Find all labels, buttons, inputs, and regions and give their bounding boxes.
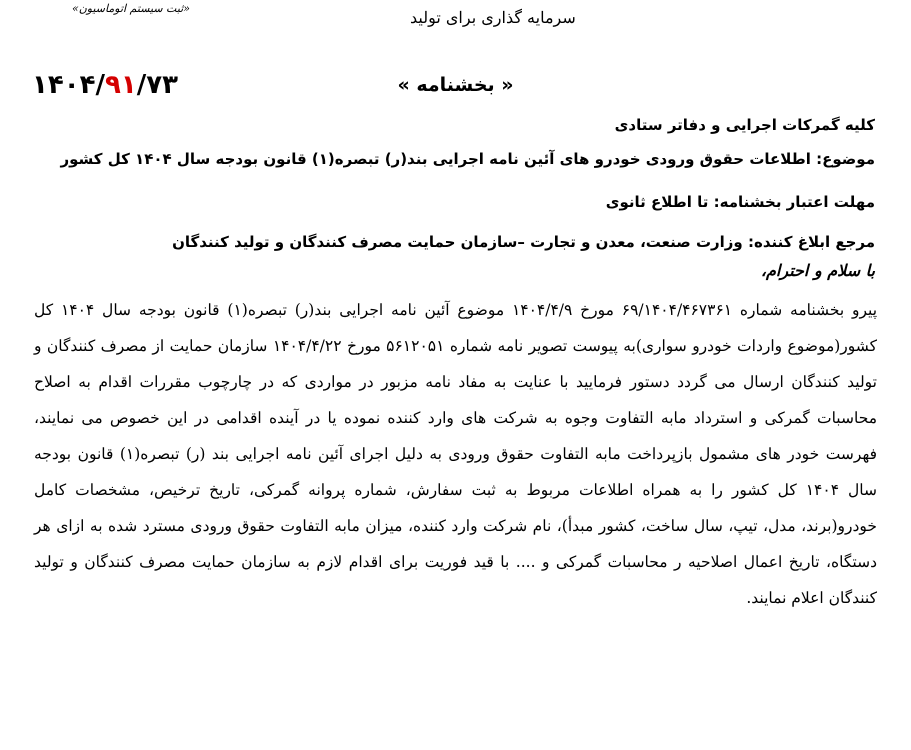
- circular-title: « بخشنامه »: [397, 74, 514, 96]
- circular-number-prefix: ۱۴۰۴/: [32, 70, 105, 100]
- circular-number-highlight: ۹۱: [104, 70, 137, 100]
- greeting: با سلام و احترام،: [760, 261, 875, 280]
- subject-line: موضوع: اطلاعات حقوق ورودی خودرو های آئین نامه اجرایی بند(ر) تبصره(۱) قانون بودجه سال ۱۴۰۴ کل کشور: [60, 150, 875, 168]
- circular-number-suffix: /۷۳: [136, 70, 178, 100]
- body-paragraph: پیرو بخشنامه شماره ۶۹/۱۴۰۴/۴۶۷۳۶۱ مورخ ۱۴۰۴/۴/۹ موضوع آئین نامه اجرایی بند(ر) تبصره(۱) قانون بودجه سال ۱۴۰۴ کل کشور(موضوع واردات خودرو سواری)به پیوست تصویر نامه شماره ۵۶۱۲۰۵۱ مورخ ۱۴۰۴/۴/۲۲ سازمان حمایت از مصرف کنندگان و تولید کنندگان ارسال می گردد دستور فرمایید با عنایت به مفاد نامه مزبور در مواردی که در چارچوب مقررات اقدام به اصلاح محاسبات گمرکی و استرداد مابه التفاوت وجوه به شرکت های وارد کننده نموده یا در آینده اقدامی در این خصوص می نمایند، فهرست خودر های مشمول بازپرداخت مابه التفاوت حقوق ورودی به دلیل اجرای آئین نامه اجرایی بند (ر) تبصره(۱) قانون بودجه سال ۱۴۰۴ کل کشور را به همراه اطلاعات مربوط به ثبت سفارش، شماره پروانه گمرکی، تاریخ ترخیص، مشخصات کامل خودرو(برند، مدل، تیپ، سال ساخت، کشور مبدأ)، نام شرکت وارد کننده، میزان مابه التفاوت حقوق ورودی مسترد شده به ازای هر دستگاه، تاریخ اعمال اصلاحیه ر محاسبات گمرکی و .... با قید فوریت برای اقدام لازم به سازمان حمایت مصرف کنندگان و تولید کنندگان اعلام نمایند.: [34, 301, 878, 607]
- recipients-line: کلیه گمرکات اجرایی و دفاتر ستادی: [614, 116, 875, 134]
- reference-line: مرجع ابلاغ کننده: وزارت صنعت، معدن و تجارت –سازمان حمایت مصرف کنندگان و تولید کنندگان: [172, 233, 875, 251]
- year-slogan: سرمایه گذاری برای تولید: [410, 8, 576, 27]
- validity-line: مهلت اعتبار بخشنامه: تا اطلاع ثانوی: [605, 193, 875, 211]
- automation-stamp: «ثبت سیستم اتوماسیون»: [72, 2, 190, 15]
